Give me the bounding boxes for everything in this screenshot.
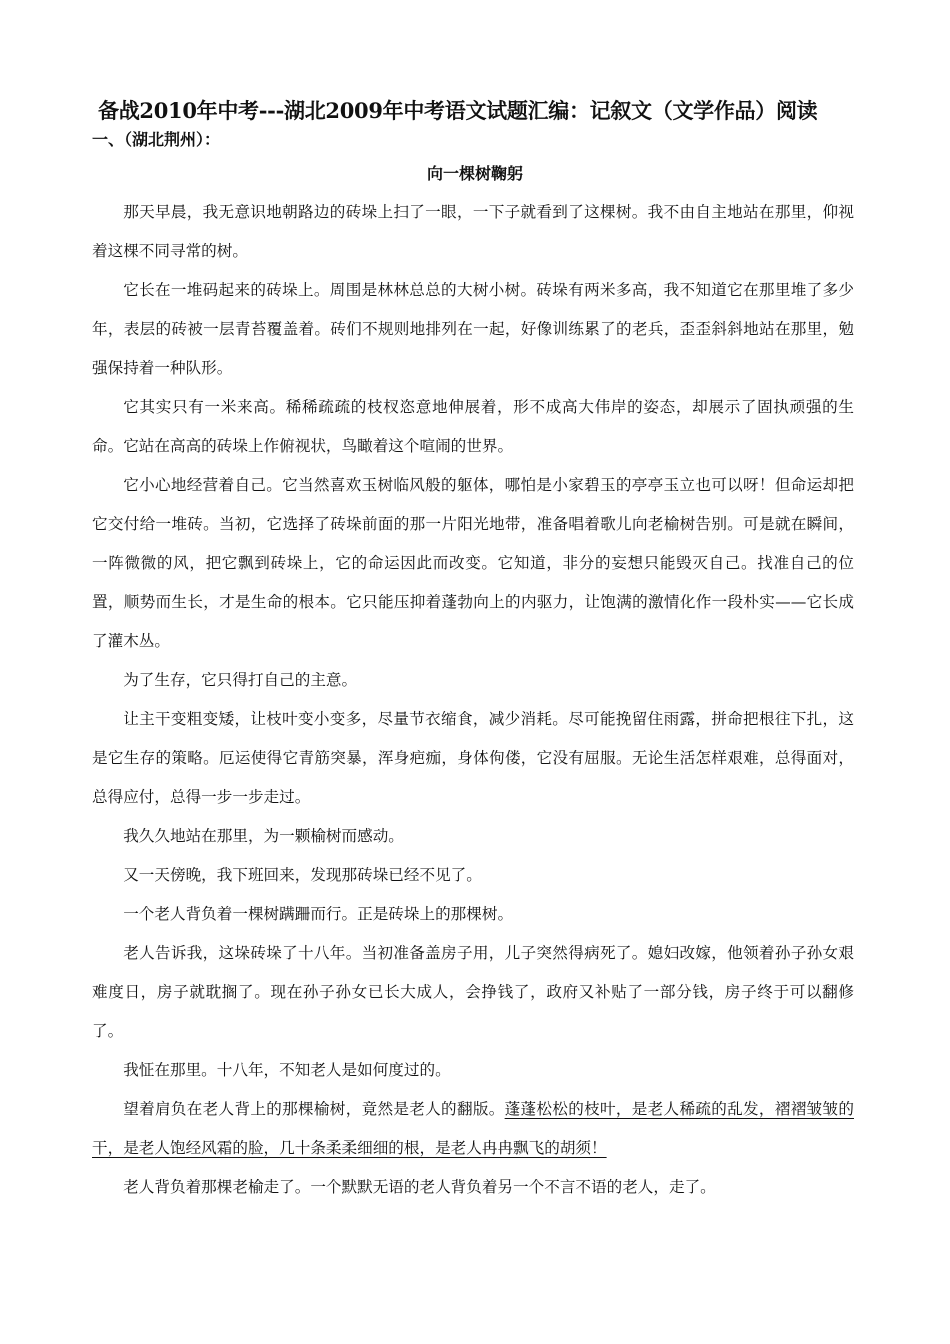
paragraph-13: 老人背负着那棵老榆走了。一个默默无语的老人背负着另一个不言不语的老人，走了。	[123, 1178, 716, 1196]
paragraph-3: 它其实只有一米来高。稀稀疏疏的枝杈恣意地伸展着，形不成高大伟岸的姿态，却展示了固执顽强的生命。它站在高高的砖垛上作俯视状，鸟瞰着这个喧闹的世界。	[92, 398, 854, 455]
paragraph-10: 老人告诉我，这垛砖垛了十八年。当初准备盖房子用，儿子突然得病死了。媳妇改嫁，他领着孙子孙女艰难度日，房子就耽搁了。现在孙子孙女已长大成人，会挣钱了，政府又补贴了一部分钱，房子终于可以翻修了。	[92, 944, 854, 1040]
paragraph-12-prefix: 望着肩负在老人背上的那棵榆树，竟然是老人的翻版。	[123, 1100, 505, 1118]
essay-body	[92, 193, 854, 1207]
paragraph-1: 那天早晨，我无意识地朝路边的砖垛上扫了一眼，一下子就看到了这棵树。我不由自主地站在那里，仰视着这棵不同寻常的树。	[92, 203, 854, 260]
essay-title: 向一棵树鞠躬	[426, 164, 523, 183]
paragraph-2: 它长在一堆码起来的砖垛上。周围是林林总总的大树小树。砖垛有两米多高，我不知道它在那里堆了多少年，表层的砖被一层青苔覆盖着。砖们不规则地排列在一起，好像训练累了的老兵，歪歪斜斜地站在那里，勉强保持着一种队形。	[92, 281, 854, 377]
paragraph-8: 又一天傍晚，我下班回来，发现那砖垛已经不见了。	[123, 866, 482, 884]
paragraph-12	[92, 1090, 854, 1168]
paragraph-11: 我怔在那里。十八年，不知老人是如何度过的。	[123, 1061, 451, 1079]
paragraph-5: 为了生存，它只得打自己的主意。	[123, 671, 358, 689]
paragraph-9: 一个老人背负着一棵树蹒跚而行。正是砖垛上的那棵树。	[123, 905, 514, 923]
paragraph-7: 我久久地站在那里，为一颗榆树而感动。	[123, 827, 404, 845]
underlined-passage: 蓬蓬松松的枝叶，是老人稀疏的乱发，褶褶皱皱的干，是老人饱经风霜的脸，几十条柔柔细细的根，是老人冉冉飘飞的胡须！	[92, 1100, 854, 1157]
paragraph-4: 它小心地经营着自己。它当然喜欢玉树临风般的躯体，哪怕是小家碧玉的亭亭玉立也可以呀！但命运却把它交付给一堆砖。当初，它选择了砖垛前面的那一片阳光地带，准备唱着歌儿向老榆树告别。可是就在瞬间，一阵微微的风，把它飘到砖垛上，它的命运因此而改变。它知道，非分的妄想只能毁灭自己。找准自己的位置，顺势而生长，才是生命的根本。它只能压抑着蓬勃向上的内驱力，让饱满的激情化作一段朴实——它长成了灌木丛。	[92, 476, 854, 650]
document-title: 备战2010年中考---湖北2009年中考语文试题汇编：记叙文（文学作品）阅读	[98, 98, 818, 123]
paragraph-6: 让主干变粗变矮，让枝叶变小变多，尽量节衣缩食，减少消耗。尽可能挽留住雨露，拼命把根往下扎，这是它生存的策略。厄运使得它青筋突暴，浑身疤痂，身体佝偻，它没有屈服。无论生活怎样艰难，总得面对，总得应付，总得一步一步走过。	[92, 710, 854, 806]
section-heading: 一、（湖北荆州）：	[92, 130, 221, 149]
